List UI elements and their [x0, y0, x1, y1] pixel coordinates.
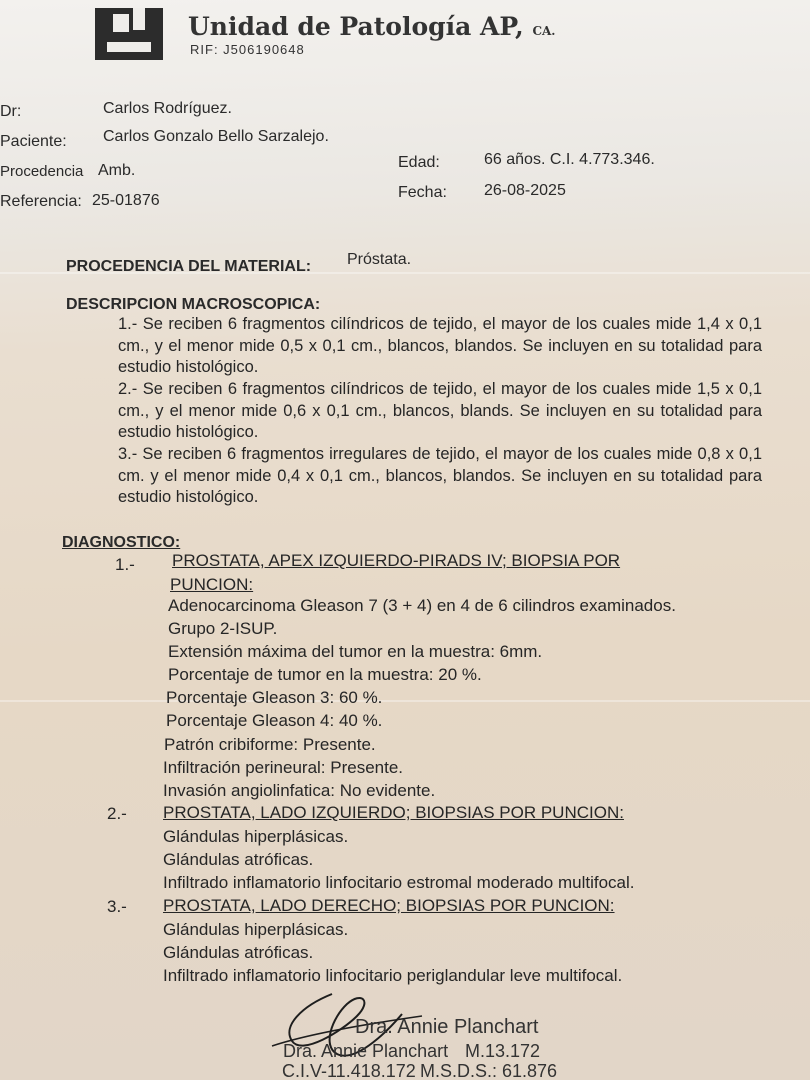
rif-number: RIF: J506190648 — [190, 42, 305, 57]
diagnosis-3-line: Glándulas atróficas. — [163, 943, 314, 962]
macro-title: DESCRIPCION MACROSCOPICA: — [66, 296, 321, 313]
diagnosis-2-number: 2.- — [107, 804, 127, 823]
material-value: Próstata. — [347, 251, 412, 268]
diagnosis-3-title: PROSTATA, LADO DERECHO; BIOPSIAS POR PUNCION: — [163, 896, 615, 915]
diagnosis-3-line: Glándulas hiperplásicas. — [163, 920, 349, 939]
edad-value: 66 años. C.I. 4.773.346. — [484, 151, 655, 168]
diagnosis-1-line: Extensión máxima del tumor en la muestra: 6mm. — [168, 642, 543, 661]
diagnosis-1-line: Porcentaje Gleason 4: 40 %. — [166, 711, 383, 730]
macro-paragraph-2 — [62, 379, 762, 444]
diagnosis-1-line: Porcentaje Gleason 3: 60 %. — [166, 688, 383, 707]
material-label: PROCEDENCIA DEL MATERIAL: — [66, 258, 312, 275]
macro-text-1: 1.- Se reciben 6 fragmentos cilíndricos de tejido, el mayor de los cuales mide 1,4 x 0,1 cm., y el menor mide 0,5 x 0,1 cm., blancos, blandos. Se incluyen en su totalidad para estudio histológico. — [118, 315, 762, 376]
diagnosis-3-number: 3.- — [107, 897, 127, 916]
procedencia-value: Amb. — [98, 162, 136, 179]
diagnosis-1-line: Porcentaje de tumor en la muestra: 20 %. — [168, 665, 482, 684]
company-name: Unidad de Patología AP, CA. — [188, 12, 556, 41]
diagnosis-1-number: 1.- — [115, 555, 135, 574]
macro-text-2: 2.- Se reciben 6 fragmentos cilíndricos de tejido, el mayor de los cuales mide 1,5 x 0,1 cm., y el menor mide 0,6 x 0,1 cm., blancos, blands. Se incluyen en su totalidad para estudio histológico. — [118, 380, 762, 441]
paper-fold — [0, 700, 810, 702]
macro-paragraph-3 — [62, 444, 762, 509]
dr-value: Carlos Rodríguez. — [103, 100, 232, 117]
diagnosis-1-line: Invasión angiolinfatica: No evidente. — [163, 781, 436, 800]
diagnosis-1-line: Patrón cribiforme: Presente. — [164, 735, 376, 754]
fecha-label: Fecha: — [398, 184, 447, 201]
stamp-registration: M.13.172 — [465, 1041, 541, 1061]
stamp-msds: M.S.D.S.: 61.876 — [420, 1061, 558, 1080]
diagnosis-1-line: Adenocarcinoma Gleason 7 (3 + 4) en 4 de 6 cilindros examinados. — [168, 596, 676, 615]
diagnosis-2-line: Glándulas hiperplásicas. — [163, 827, 349, 846]
diagnosis-1-line: Infiltración perineural: Presente. — [163, 758, 404, 777]
paciente-label: Paciente: — [0, 133, 67, 150]
diagnosis-2-line: Glándulas atróficas. — [163, 850, 314, 869]
macro-text-3: 3.- Se reciben 6 fragmentos irregulares de tejido, el mayor de los cuales mide 0,8 x 0,1 cm. y el menor mide 0,4 x 0,1 cm., blancos, blandos. Se incluyen en su totalidad para estudio histológico. — [118, 445, 762, 506]
macro-paragraph-1 — [62, 314, 762, 379]
procedencia-label: Procedencia — [0, 163, 84, 180]
diagnosis-1-title: PROSTATA, APEX IZQUIERDO-PIRADS IV; BIOPSIA POR — [172, 551, 621, 570]
stamp-ci: C.I.V-11.418.172 — [282, 1061, 416, 1080]
diagnosis-3-line: Infiltrado inflamatorio linfocitario periglandular leve multifocal. — [163, 966, 623, 985]
referencia-value: 25-01876 — [92, 192, 160, 209]
dr-label: Dr: — [0, 103, 22, 120]
diagnosis-1-line: Grupo 2-ISUP. — [168, 619, 278, 638]
fecha-value: 26-08-2025 — [484, 182, 566, 199]
referencia-label: Referencia: — [0, 193, 82, 210]
diagnosis-2-line: Infiltrado inflamatorio linfocitario estromal moderado multifocal. — [163, 873, 635, 892]
stamp-name: Dra. Annie Planchart — [283, 1041, 449, 1061]
paciente-value: Carlos Gonzalo Bello Sarzalejo. — [103, 128, 329, 145]
diagnosis-2-title: PROSTATA, LADO IZQUIERDO; BIOPSIAS POR PUNCION: — [163, 803, 624, 822]
diagnostico-title: DIAGNOSTICO: — [62, 534, 181, 551]
signature-name: Dra. Annie Planchart — [355, 1016, 539, 1038]
edad-label: Edad: — [398, 154, 440, 171]
company-logo-icon — [95, 8, 163, 60]
diagnosis-1-title-cont: PUNCION: — [170, 575, 254, 594]
